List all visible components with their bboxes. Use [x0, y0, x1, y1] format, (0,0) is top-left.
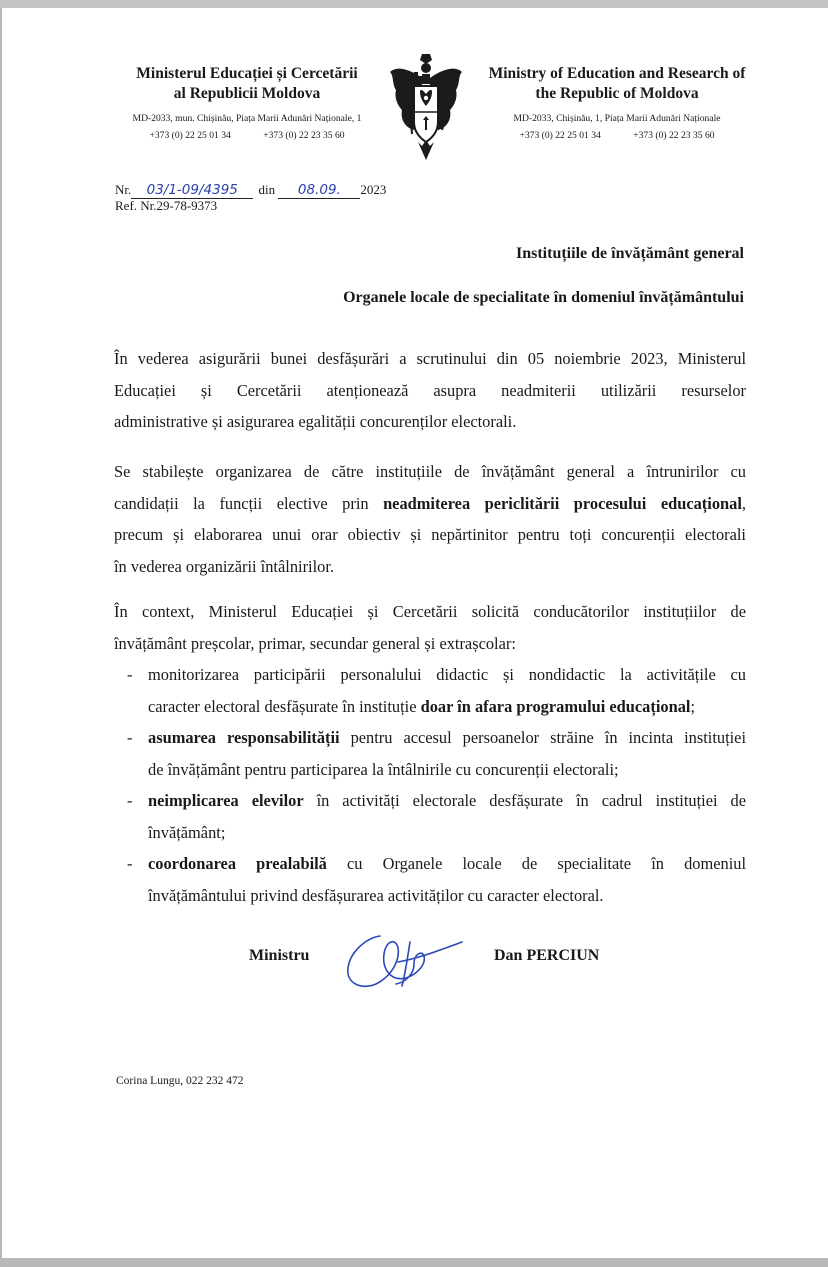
- handwritten-signature: [340, 924, 470, 996]
- emphasis-text: coordonarea prealabilă: [148, 854, 327, 873]
- ref-number: Ref. Nr.29-78-9373: [115, 198, 218, 213]
- paragraph-3: [114, 596, 746, 659]
- paragraph-2-line: precum și elaborarea unui orar obiectiv și nepărtinitor pentru toți concurenții electorali: [114, 525, 746, 544]
- document-page: [2, 8, 828, 1258]
- nr-value: 03/1-09/4395: [146, 182, 238, 198]
- emphasis-text: neadmiterea periclitării procesului educațional: [383, 493, 742, 513]
- list-item-line: asumarea responsabilității pentru accesul persoanelor străine în incinta instituției: [148, 728, 746, 747]
- bullet-dash: -: [127, 728, 133, 747]
- signatory-title: Ministru: [249, 947, 310, 964]
- header-right: [472, 64, 762, 104]
- list-item-line: monitorizarea participării personalului didactic și nondidactic la activitățile cu: [148, 665, 746, 684]
- coat-of-arms-icon: [386, 50, 466, 162]
- list-item-line: învățământului privind desfășurarea activităților cu caracter electoral.: [148, 885, 604, 905]
- emphasis-text: asumarea responsabilității: [148, 728, 340, 747]
- paragraph-3-line: În context, Ministerul Educației și Cercetării solicită conducătorilor instituțiilor de: [114, 602, 746, 621]
- paragraph-2-line: candidații la funcții elective prin neadmiterea periclitării procesului educațional,: [114, 493, 746, 513]
- org-name-en-line2: the Republic of Moldova: [535, 85, 699, 102]
- address-en: MD-2033, Chișinău, 1, Piața Marii Adunări Naționale: [513, 113, 721, 124]
- header-left: [102, 64, 392, 104]
- org-name-en-line1: Ministry of Education and Research of: [488, 65, 746, 82]
- paragraph-3-line: învățământ preșcolar, primar, secundar general și extrașcolar:: [114, 633, 516, 653]
- list-item-line: neimplicarea elevilor în activități electorale desfășurate în cadrul instituției de: [148, 791, 746, 810]
- date-value: 08.09.: [297, 182, 341, 198]
- list-item: [2, 659, 828, 722]
- bullet-dash: -: [127, 665, 133, 684]
- list-item-line: învățământ;: [148, 822, 226, 842]
- emphasis-text: doar în afara programului educațional: [420, 696, 691, 716]
- header-left-contacts: [102, 110, 392, 144]
- list-item-line: caracter electoral desfășurate în instituție doar în afara programului educațional;: [148, 696, 696, 716]
- din-label: din: [258, 182, 276, 197]
- paragraph-1-line: Educației și Cercetării atenționează asupra neadmiterii utilizării resurselor: [114, 380, 746, 400]
- org-name-ro-line2: al Republicii Moldova: [173, 85, 321, 102]
- recipient-2: Organele locale de specialitate în domeniul învățământului: [343, 289, 744, 306]
- paragraph-1-line: În vederea asigurării bunei desfășurări a scrutinului din 05 noiembrie 2023, Ministerul: [114, 349, 746, 368]
- list-item: [2, 785, 828, 848]
- paragraph-1: [114, 343, 746, 438]
- phone-en-1: +373 (0) 22 25 01 34: [519, 130, 601, 141]
- org-name-ro-line1: Ministerul Educației și Cercetării: [136, 65, 358, 82]
- year-value: 2023: [360, 182, 387, 197]
- executor-contact: Corina Lungu, 022 232 472: [116, 1075, 244, 1087]
- signatory-name: Dan PERCIUN: [494, 947, 600, 964]
- list-item-line: coordonarea prealabilă cu Organele locale de specialitate în domeniul: [148, 854, 746, 873]
- paragraph-2-line: Se stabilește organizarea de către instituțiile de învățământ general a întrunirilor cu: [114, 462, 746, 481]
- list-item: [2, 722, 828, 785]
- top-border: [0, 0, 828, 8]
- bullet-dash: -: [127, 854, 133, 873]
- paragraph-2-line: în vederea organizării întâlnirilor.: [114, 556, 334, 576]
- recipient-1: Instituțiile de învățământ general: [516, 245, 744, 262]
- nr-label: Nr.: [115, 182, 132, 197]
- phone-ro-2: +373 (0) 22 23 35 60: [263, 130, 345, 141]
- header-right-contacts: [472, 110, 762, 144]
- list-item-line: de învățământ pentru participarea la întâlnirile cu concurenții electorali;: [148, 759, 619, 779]
- address-ro: MD-2033, mun. Chișinău, Piața Marii Adunări Naționale, 1: [132, 113, 362, 124]
- reference-number-line: [115, 182, 386, 199]
- paragraph-1-line: administrative și asigurarea egalității concurenților electorali.: [114, 412, 517, 431]
- phone-en-2: +373 (0) 22 23 35 60: [633, 130, 715, 141]
- emphasis-text: neimplicarea elevilor: [148, 791, 304, 810]
- list-item: [2, 848, 828, 911]
- bullet-dash: -: [127, 791, 133, 810]
- paragraph-2: [114, 456, 746, 582]
- phone-ro-1: +373 (0) 22 25 01 34: [149, 130, 231, 141]
